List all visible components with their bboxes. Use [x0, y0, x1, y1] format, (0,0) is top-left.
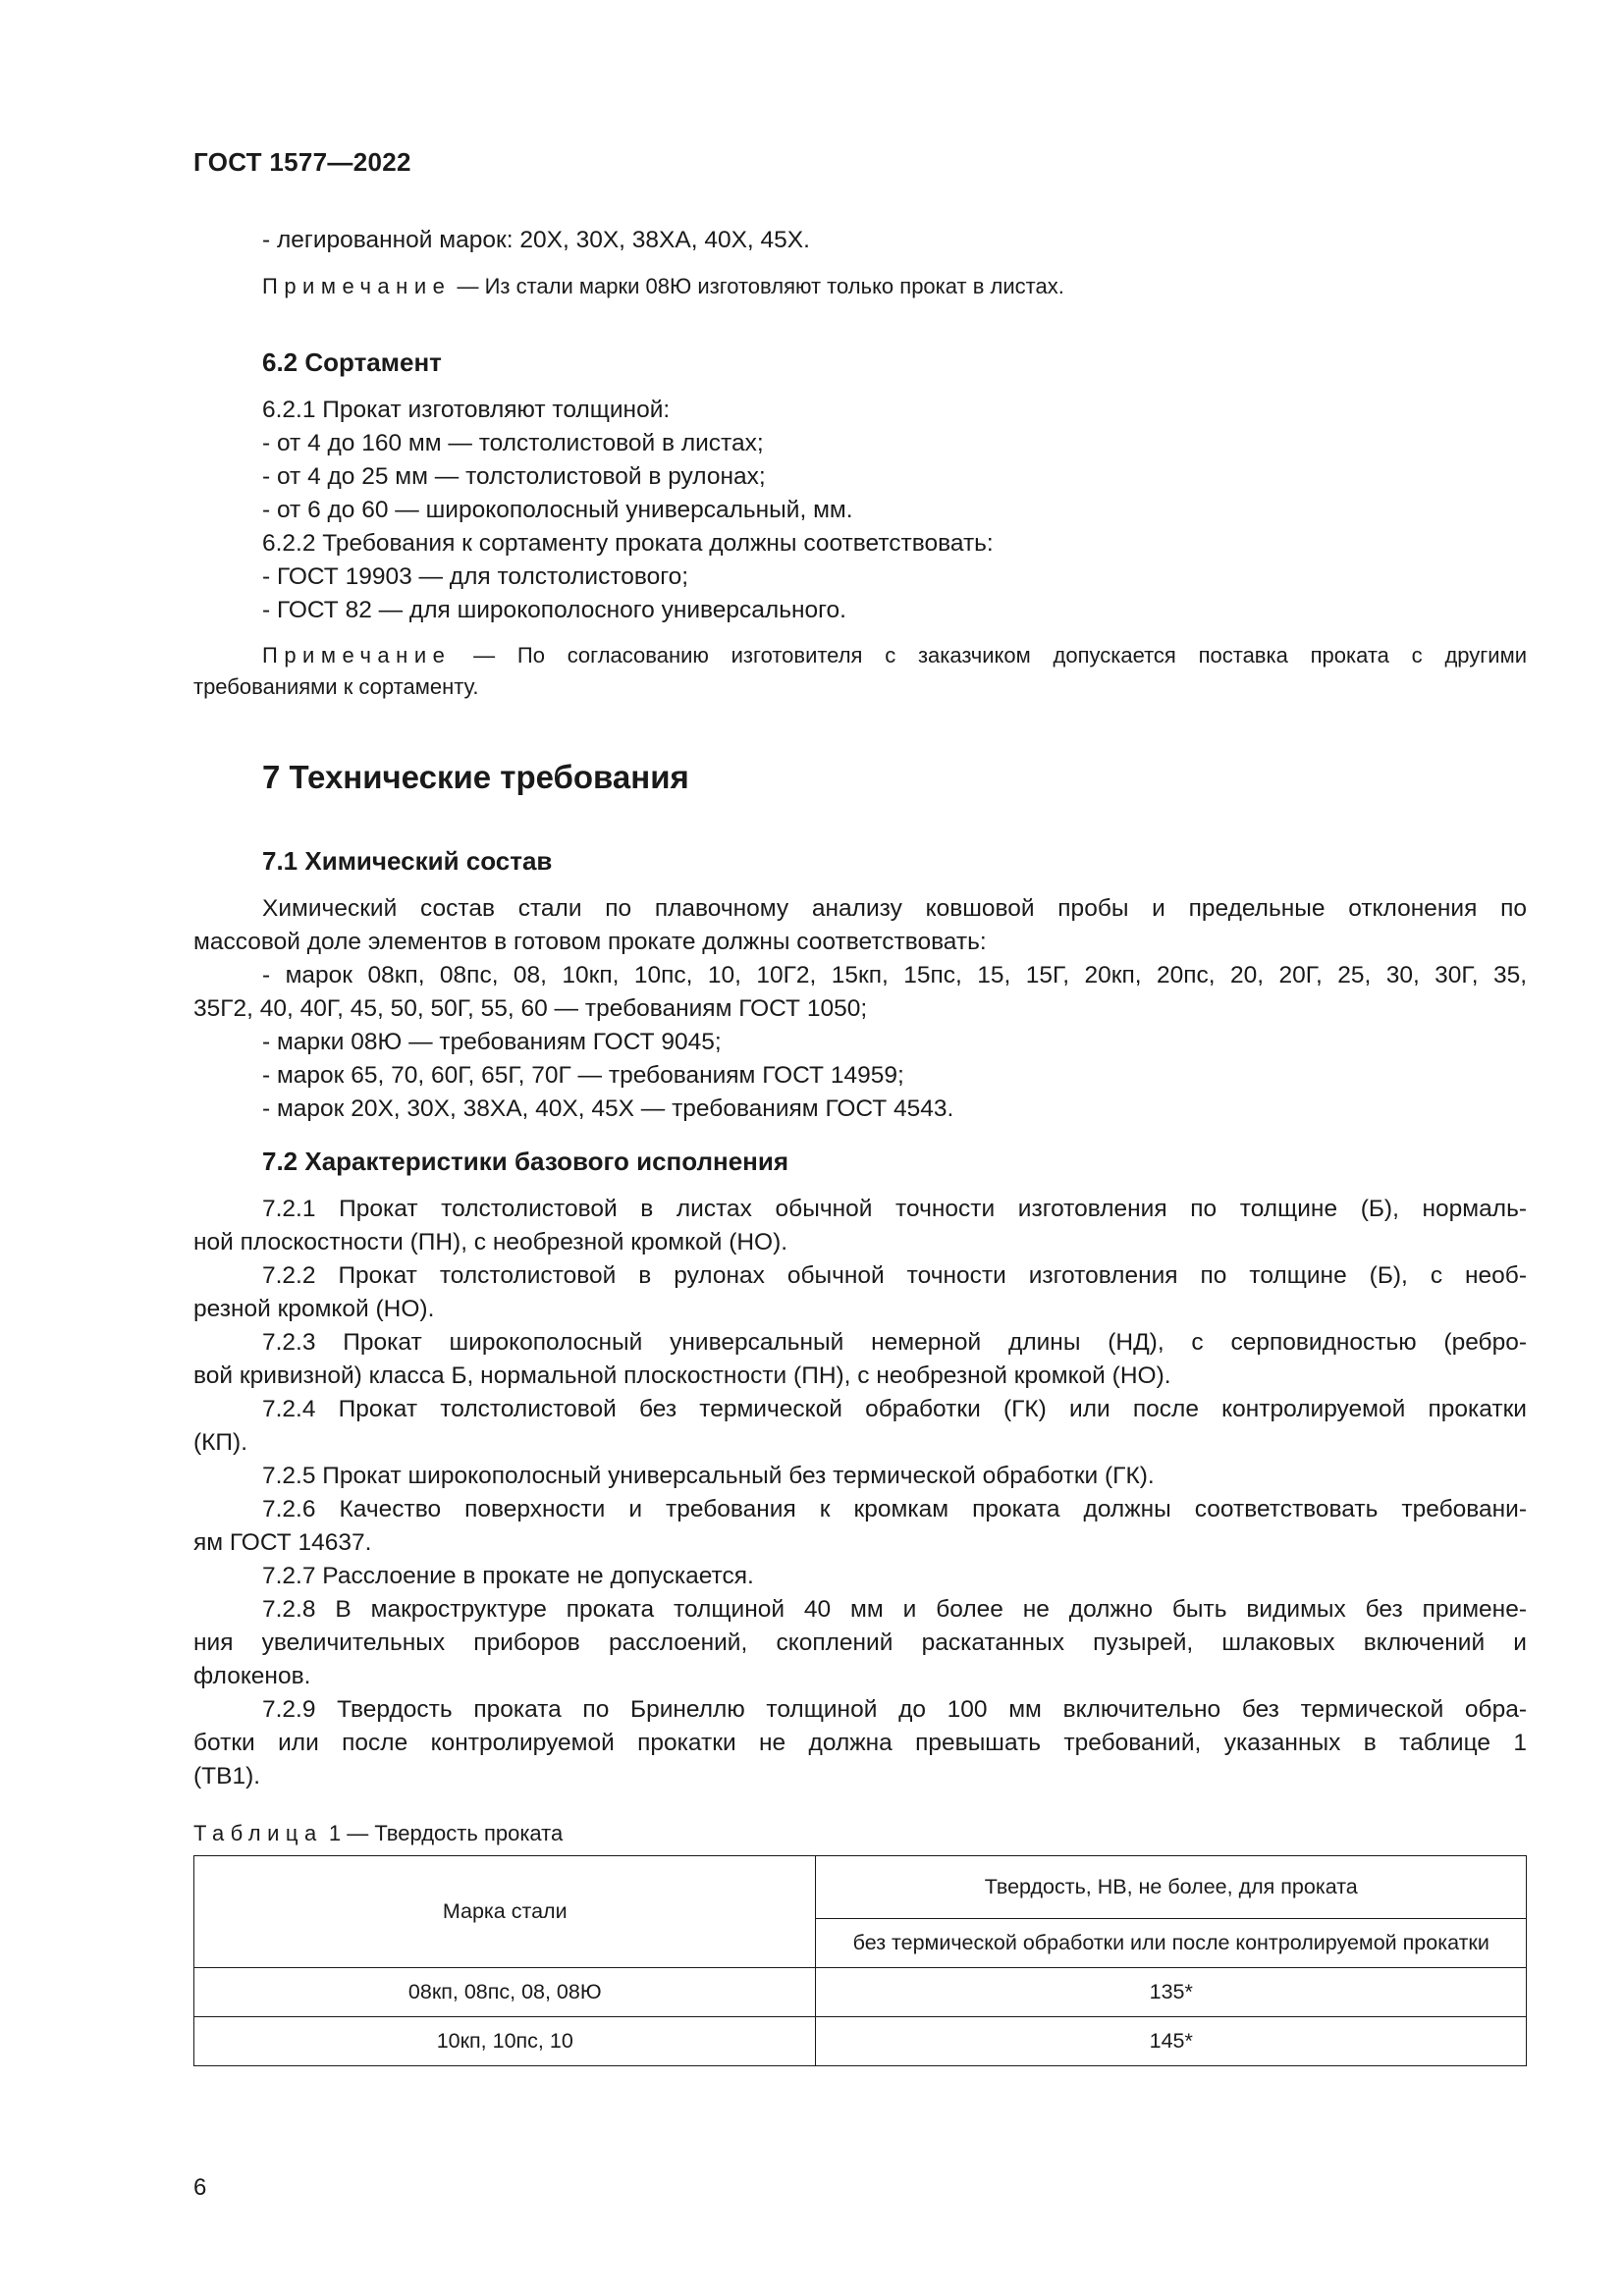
page-number: 6 — [193, 2174, 207, 2201]
text-line: флокенов. — [193, 1663, 311, 1689]
text-line: 7.2.4 Прокат толстолистовой без термической обработки (ГК) или после контролируемой прокатки — [262, 1396, 1527, 1422]
text-line: ботки или после контролируемой прокатки не должна превышать требований, указанных в таблице 1 — [193, 1730, 1527, 1756]
text-line: ям ГОСТ 14637. — [193, 1529, 372, 1556]
text-line: 7.2.8 В макроструктуре проката толщиной 40 мм и более не должно быть видимых без примене- — [262, 1596, 1527, 1623]
text-line: - марки 08Ю — требованиям ГОСТ 9045; — [262, 1029, 722, 1055]
text-line: - от 4 до 25 мм — толстолистовой в рулонах; — [262, 463, 766, 490]
text-line: 7.2.7 Расслоение в прокате не допускается. — [262, 1563, 754, 1589]
cell-hardness: 145* — [816, 2017, 1527, 2066]
text-line: - марок 08кп, 08пс, 08, 10кп, 10пс, 10, 10Г2, 15кп, 15пс, 15, 15Г, 20кп, 20пс, 20, 20Г, 25, 30, 30Г, 35, — [262, 962, 1527, 988]
text-line: - ГОСТ 82 — для широкополосного универсального. — [262, 597, 846, 623]
section-7-1-body — [193, 892, 1527, 1126]
text-line: резной кромкой (НО). — [193, 1296, 435, 1322]
table-header-row — [194, 1856, 1527, 1919]
text-line: - от 6 до 60 — широкополосный универсальный, мм. — [262, 497, 853, 523]
text-line: массовой доле элементов в готовом прокате должны соответствовать: — [193, 929, 987, 955]
text-line: 35Г2, 40, 40Г, 45, 50, 50Г, 55, 60 — требованиям ГОСТ 1050; — [193, 995, 868, 1022]
note-08yu — [193, 271, 1527, 302]
note-text: — По согласованию изготовителя с заказчиком допускается поставка проката с другими — [451, 643, 1527, 667]
text-line: - марок 20Х, 30Х, 38ХА, 40Х, 45Х — требованиям ГОСТ 4543. — [262, 1095, 954, 1122]
cell-grade: 08кп, 08пс, 08, 08Ю — [194, 1968, 816, 2017]
alloy-grades-block — [193, 224, 1527, 257]
text-line: 6.2.1 Прокат изготовляют толщиной: — [262, 397, 671, 423]
text-line: (ТВ1). — [193, 1763, 261, 1789]
text-line: 7.2.5 Прокат широкополосный универсальный без термической обработки (ГК). — [262, 1463, 1155, 1489]
cell-grade: 10кп, 10пс, 10 — [194, 2017, 816, 2066]
alloy-grades-line: - легированной марок: 20Х, 30Х, 38ХА, 40Х, 45Х. — [262, 227, 810, 253]
text-line: - ГОСТ 19903 — для толстолистового; — [262, 563, 689, 590]
text-line: ния увеличительных приборов расслоений, скоплений раскатанных пузырей, шлаковых включений и — [193, 1629, 1527, 1656]
table-row — [194, 2017, 1527, 2066]
table-caption — [193, 1818, 1527, 1849]
text-line: Химический состав стали по плавочному анализу ковшовой пробы и предельные отклонения по — [262, 895, 1527, 922]
header-cell-hardness: Твердость, НВ, не более, для проката — [816, 1856, 1527, 1919]
note-text: — Из стали марки 08Ю изготовляют только прокат в листах. — [451, 274, 1064, 298]
text-line: (КП). — [193, 1429, 248, 1456]
text-line: ной плоскостности (ПН), с необрезной кромкой (НО). — [193, 1229, 788, 1255]
text-line: 6.2.2 Требования к сортаменту проката должны соответствовать: — [262, 530, 994, 557]
note-label: Примечание — [262, 643, 452, 667]
table-caption-label: Таблица — [193, 1821, 323, 1845]
document-header: ГОСТ 1577—2022 — [193, 147, 411, 177]
text-line: вой кривизной) класса Б, нормальной плоскостности (ПН), с необрезной кромкой (НО). — [193, 1362, 1171, 1389]
text-line: - марок 65, 70, 60Г, 65Г, 70Г — требованиям ГОСТ 14959; — [262, 1062, 904, 1089]
text-line: 7.2.3 Прокат широкополосный универсальный немерной длины (НД), с серповидностью (ребро- — [262, 1329, 1527, 1356]
section-7-2-body — [193, 1193, 1527, 1793]
text-line: 7.2.2 Прокат толстолистовой в рулонах обычной точности изготовления по толщине (Б), с необ- — [262, 1262, 1527, 1289]
table-caption-text: 1 — Твердость проката — [322, 1821, 564, 1845]
section-7-heading: 7 Технические требования — [262, 759, 689, 795]
section-6-2-body — [193, 394, 1527, 627]
section-6-2-heading: 6.2 Сортамент — [262, 347, 442, 377]
section-7-1-heading: 7.1 Химический состав — [262, 846, 553, 876]
table-row — [194, 1968, 1527, 2017]
hardness-table — [193, 1855, 1527, 2066]
header-cell-grade: Марка стали — [194, 1856, 816, 1968]
subheader-cell-condition: без термической обработки или после контролируемой прокатки — [816, 1919, 1527, 1968]
section-7-2-heading: 7.2 Характеристики базового исполнения — [262, 1147, 789, 1176]
text-line: 7.2.1 Прокат толстолистовой в листах обычной точности изготовления по толщине (Б), нормаль- — [262, 1196, 1527, 1222]
cell-hardness: 135* — [816, 1968, 1527, 2017]
note-assortment — [193, 640, 1527, 703]
note-text-cont: требованиями к сортаменту. — [193, 674, 479, 699]
text-line: 7.2.6 Качество поверхности и требования к кромкам проката должны соответствовать требовани- — [262, 1496, 1527, 1522]
note-label: Примечание — [262, 274, 452, 298]
text-line: - от 4 до 160 мм — толстолистовой в листах; — [262, 430, 764, 456]
text-line: 7.2.9 Твердость проката по Бринеллю толщиной до 100 мм включительно без термической обра- — [262, 1696, 1527, 1723]
